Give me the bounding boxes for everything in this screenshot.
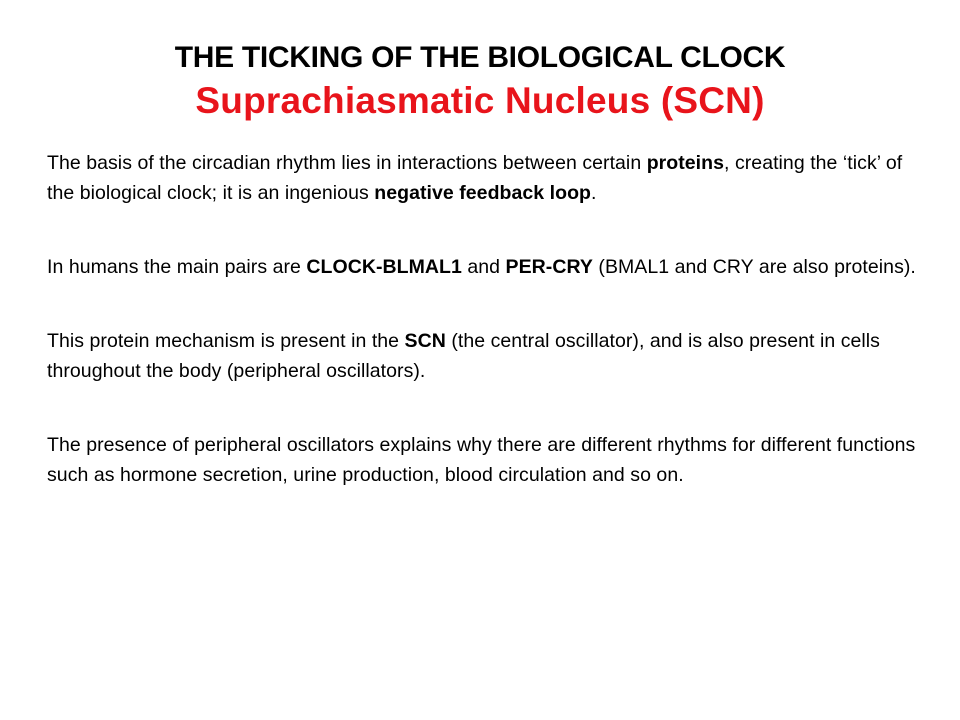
bold-term-clock-blmal1: CLOCK-BLMAL1 — [306, 256, 462, 278]
paragraph-text: . — [591, 182, 597, 204]
paragraph-text: The basis of the circadian rhythm lies in interactions between certain — [47, 152, 647, 174]
paragraph-text: In humans the main pairs are — [47, 256, 307, 278]
paragraph-proteins — [47, 148, 927, 208]
paragraph-text: (BMAL1 and CRY are also proteins). — [592, 256, 916, 278]
bold-term-proteins: proteins — [646, 152, 725, 174]
paragraph-text: , creating the ‘tick’ of the biological clock; it is an ingenious — [47, 152, 903, 204]
bold-term-per-cry: PER-CRY — [505, 256, 593, 278]
paragraph-text: and — [461, 256, 506, 278]
paragraph-text: This protein mechanism is present in the — [47, 330, 405, 352]
paragraph-peripheral-oscillators — [47, 430, 927, 490]
title-subtitle: Suprachiasmatic Nucleus (SCN) — [195, 80, 765, 121]
title-main: THE TICKING OF THE BIOLOGICAL CLOCK — [174, 41, 786, 74]
slide-title — [40, 38, 920, 124]
bold-term-scn: SCN — [404, 330, 446, 352]
paragraph-scn — [47, 326, 927, 386]
bold-term-negative-feedback-loop: negative feedback loop — [374, 182, 591, 204]
slide-body — [47, 148, 927, 534]
paragraph-protein-pairs — [47, 252, 927, 282]
paragraph-text: The presence of peripheral oscillators explains why there are different rhythms for different functions such as hormone secretion, urine production, blood circulation and so on. — [47, 434, 916, 486]
paragraph-text: (the central oscillator), and is also present in cells throughout the body (peripheral oscillators). — [47, 330, 880, 382]
